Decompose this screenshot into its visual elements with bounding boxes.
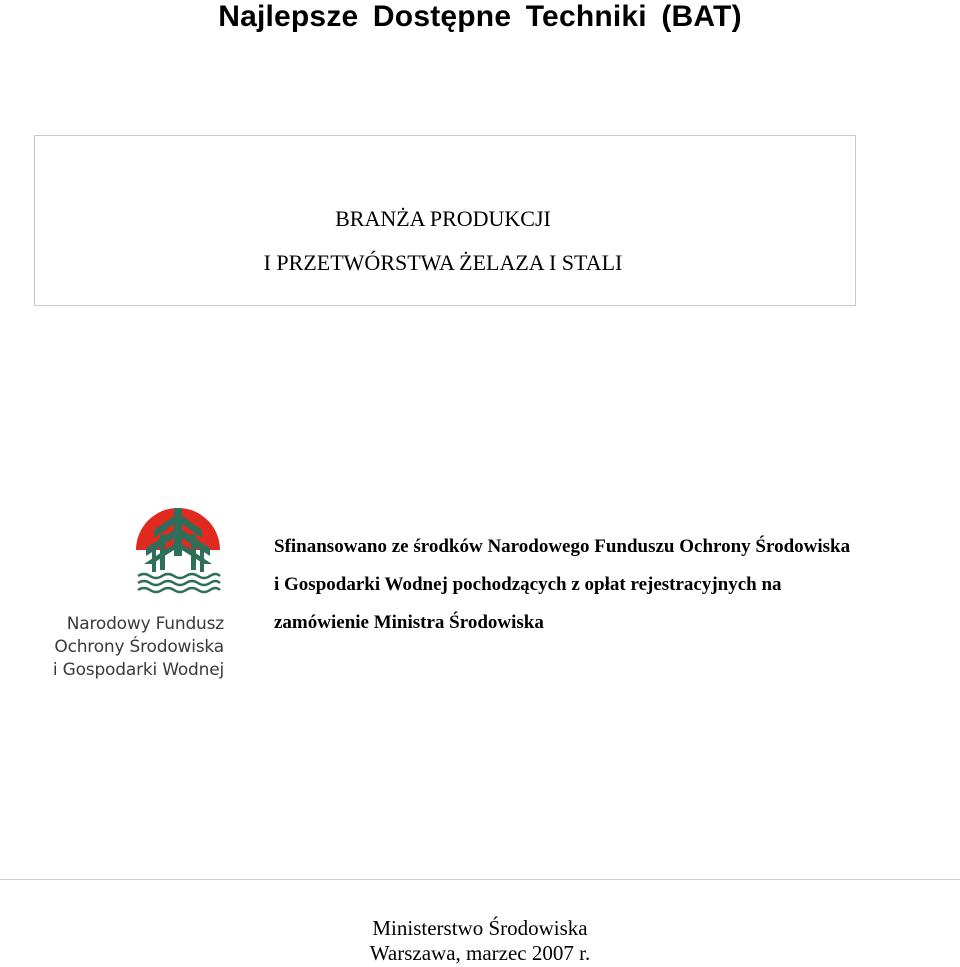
sector-title-line-1: BRANŻA PRODUKCJI [335,206,551,231]
page-title: Najlepsze Dostępne Techniki (BAT) [218,0,742,33]
footer-divider [0,879,960,880]
logo-text-line-2: Ochrony Środowiska [54,637,224,657]
sector-title-line-2: I PRZETWÓRSTWA ŻELAZA I STALI [263,250,623,275]
footer-place-date: Warszawa, marzec 2007 r. [369,941,591,965]
footer-publisher: Ministerstwo Środowiska [372,916,588,940]
nfosigw-emblem-icon [130,490,226,600]
funding-statement-line-2: i Gospodarki Wodnej pochodzących z opłat rejestracyjnych na [274,574,782,595]
funding-statement-line-3: zamówienie Ministra Środowiska [274,612,544,633]
logo-text-line-1: Narodowy Fundusz [66,614,224,634]
logo-text-line-3: i Gospodarki Wodnej [52,660,224,680]
funding-statement-line-1: Sfinansowano ze środków Narodowego Funduszu Ochrony Środowiska [274,536,851,557]
